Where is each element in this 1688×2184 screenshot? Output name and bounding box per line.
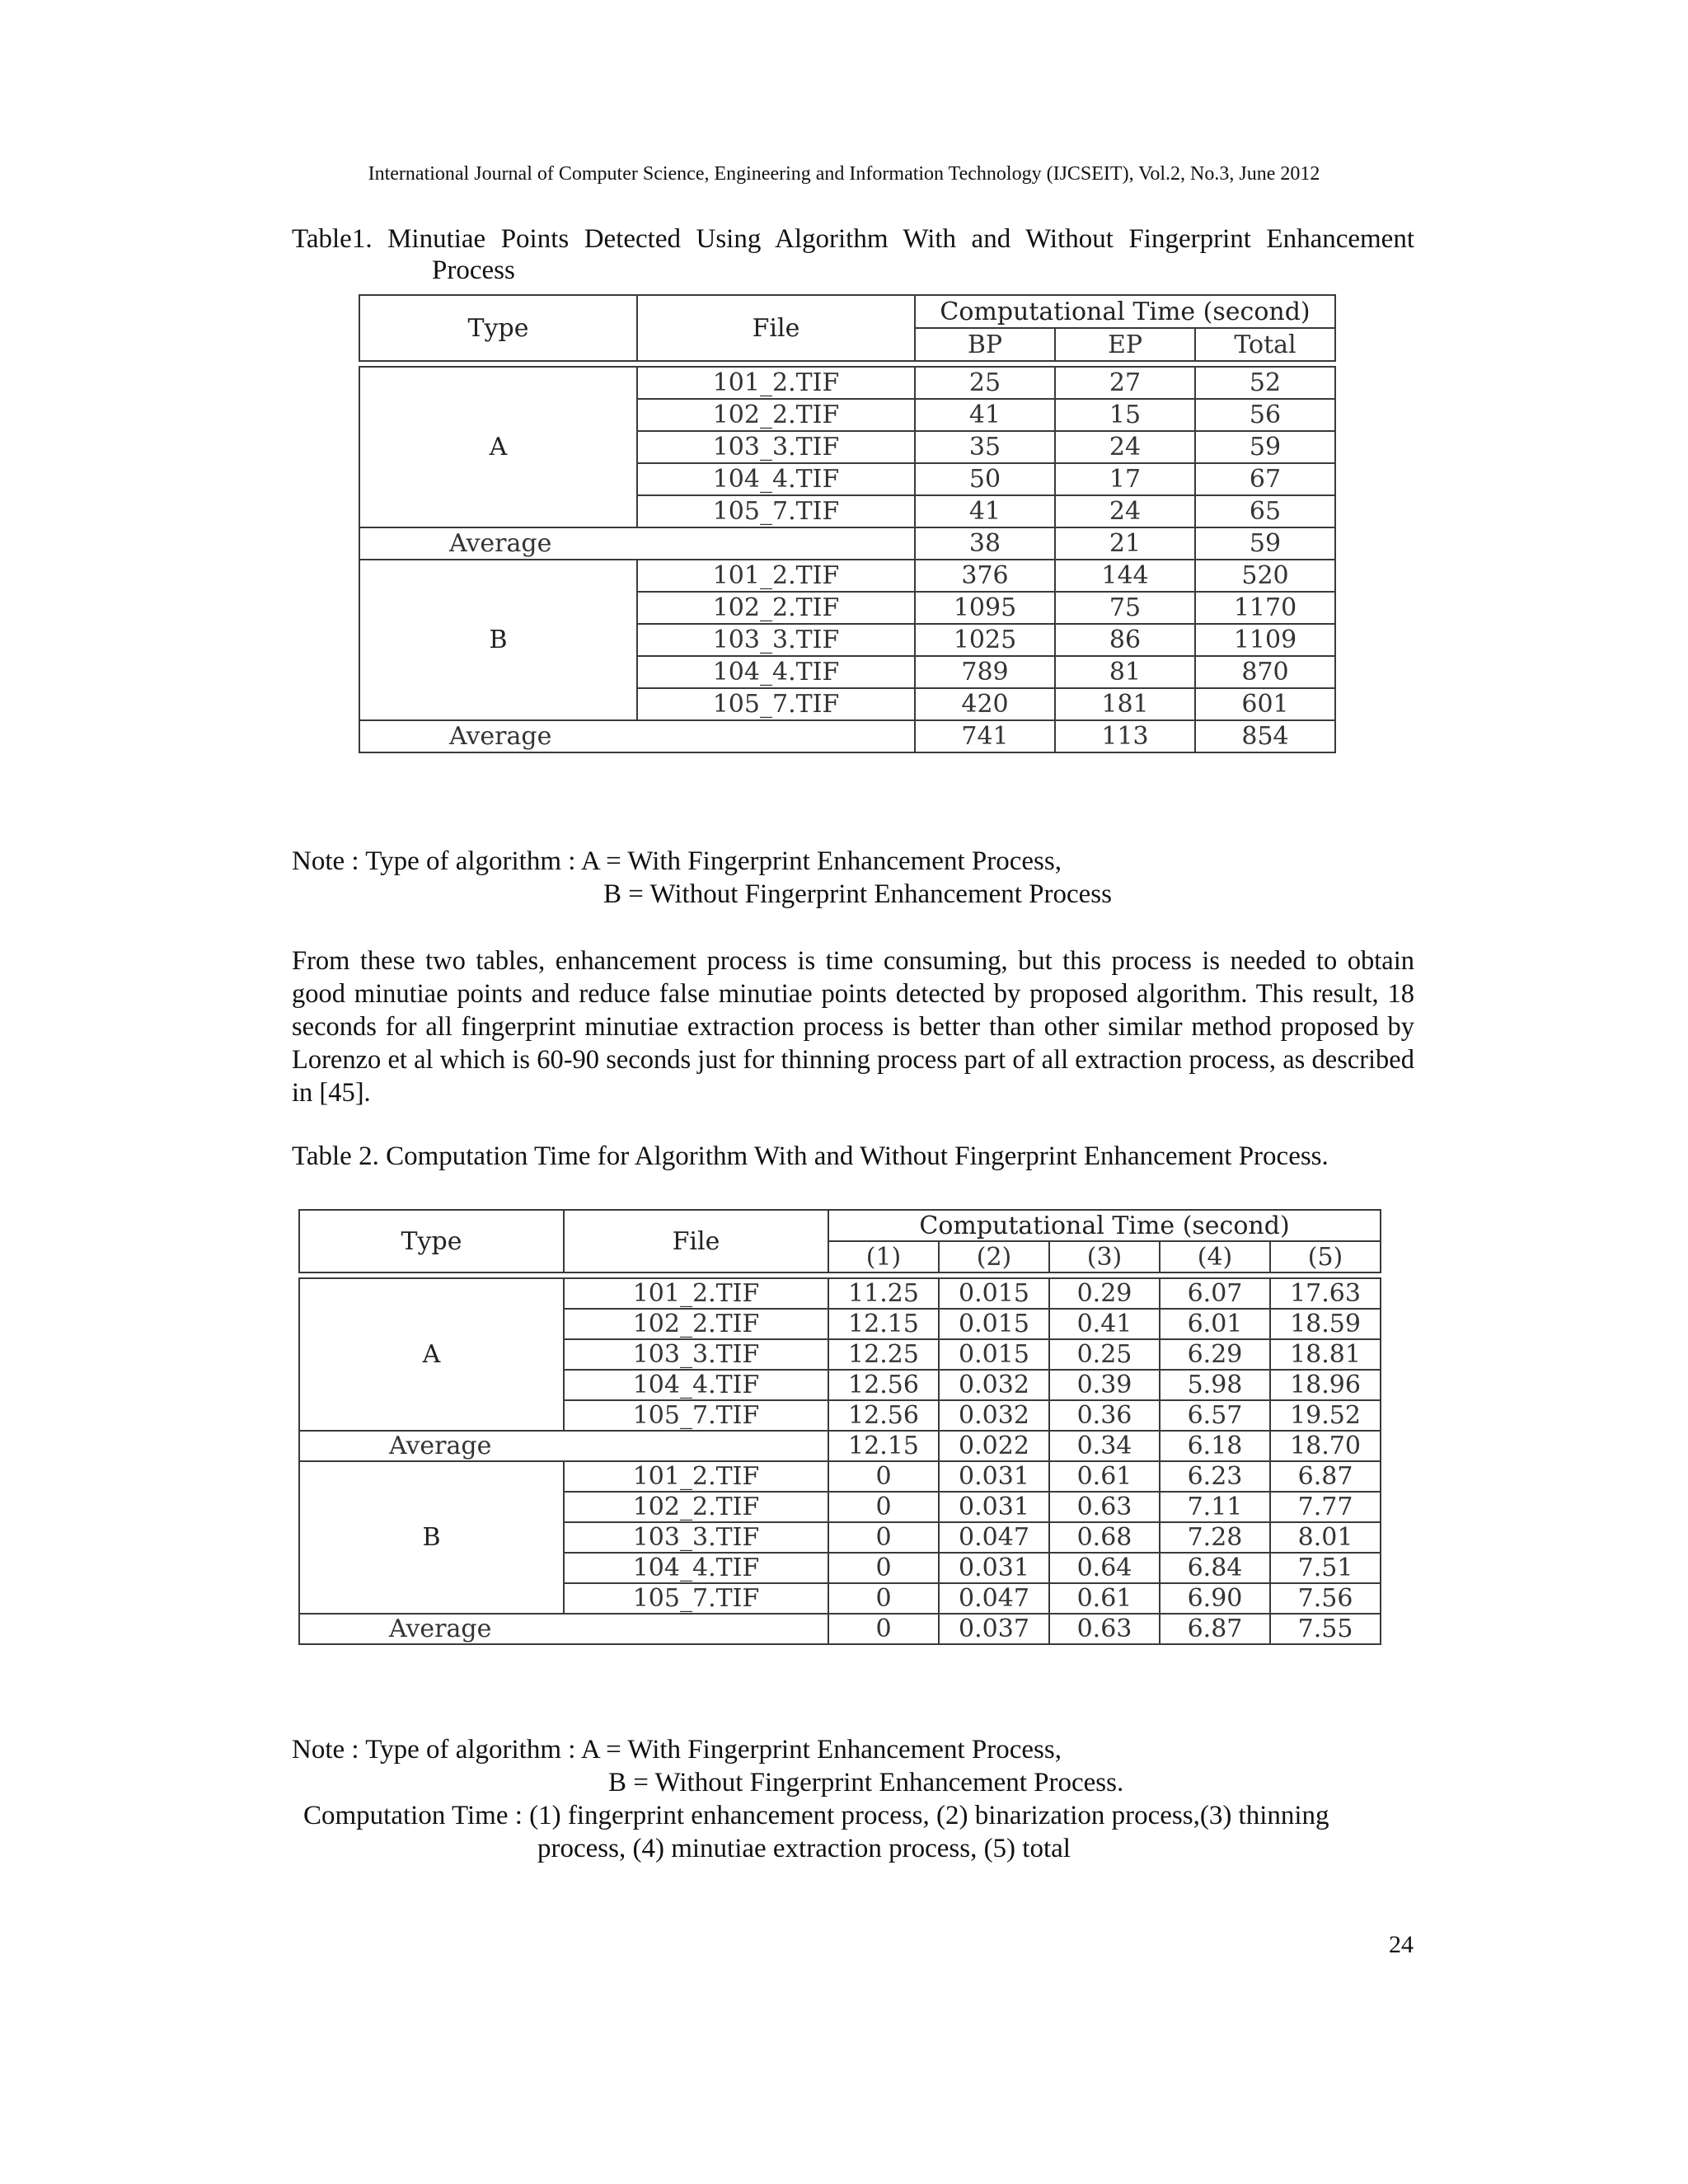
file-cell: 101_2.TIF [637,560,915,592]
file-cell: 102_2.TIF [637,592,915,624]
value-cell: 41 [915,399,1055,431]
value-cell: 52 [1195,367,1335,399]
running-header: International Journal of Computer Science, Engineering and Information Technology (IJCSEIT), Vol.2, No.3, June 2012 [368,163,1320,185]
body-paragraph: From these two tables, enhancement process is time consuming, but this process is needed to obtain good minutiae points and reduce false minutiae points detected by proposed algorithm. This result, 18 seconds for all fingerprint minutiae extraction process is better than other similar method proposed by Lorenzo et al which is 60-90 seconds just for thinning process part of all extraction process, as described in [45]. [292,946,1414,1108]
value-cell: 18.96 [1270,1370,1381,1400]
table1-subheader: BP [915,328,1055,361]
average-label: Average [359,527,915,560]
file-cell: 105_7.TIF [637,688,915,720]
average-row [359,720,1335,752]
value-cell: 0 [828,1522,939,1553]
value-cell: 6.01 [1160,1309,1270,1339]
table2-caption: Table 2. Computation Time for Algorithm With and Without Fingerprint Enhancement Process. [292,1141,1329,1171]
note1-line2: B = Without Fingerprint Enhancement Process [603,879,1112,909]
file-cell: 103_3.TIF [564,1522,828,1553]
file-cell: 102_2.TIF [564,1492,828,1522]
value-cell: 7.77 [1270,1492,1381,1522]
average-value-cell: 0.34 [1049,1431,1160,1461]
table1-header-group: Computational Time (second) [915,295,1335,328]
table1-header-type: Type [359,295,637,361]
value-cell: 12.25 [828,1339,939,1370]
value-cell: 18.81 [1270,1339,1381,1370]
average-label: Average [299,1614,828,1644]
value-cell: 7.28 [1160,1522,1270,1553]
value-cell: 181 [1055,688,1195,720]
file-cell: 103_3.TIF [637,624,915,656]
value-cell: 0.031 [939,1553,1049,1583]
value-cell: 19.52 [1270,1400,1381,1431]
value-cell: 0.29 [1049,1278,1160,1309]
value-cell: 420 [915,688,1055,720]
value-cell: 15 [1055,399,1195,431]
table-row [299,1278,1381,1309]
note2-line1: Note : Type of algorithm : A = With Fingerprint Enhancement Process, [292,1735,1062,1765]
value-cell: 6.87 [1270,1461,1381,1492]
file-cell: 103_3.TIF [564,1339,828,1370]
value-cell: 0 [828,1492,939,1522]
value-cell: 0.61 [1049,1583,1160,1614]
value-cell: 12.56 [828,1370,939,1400]
value-cell: 601 [1195,688,1335,720]
value-cell: 0.015 [939,1339,1049,1370]
value-cell: 0.68 [1049,1522,1160,1553]
value-cell: 0.015 [939,1278,1049,1309]
value-cell: 7.56 [1270,1583,1381,1614]
file-cell: 105_7.TIF [637,495,915,527]
table1-subheader: Total [1195,328,1335,361]
note2-line3: Computation Time : (1) fingerprint enhancement process, (2) binarization process,(3) thinning [303,1801,1329,1830]
average-value-cell: 21 [1055,527,1195,560]
file-cell: 104_4.TIF [637,656,915,688]
value-cell: 6.90 [1160,1583,1270,1614]
file-cell: 103_3.TIF [637,431,915,463]
file-cell: 102_2.TIF [637,399,915,431]
value-cell: 6.23 [1160,1461,1270,1492]
value-cell: 6.29 [1160,1339,1270,1370]
value-cell: 0.047 [939,1583,1049,1614]
note2-line2: B = Without Fingerprint Enhancement Process. [608,1768,1124,1797]
table2-header-type: Type [299,1210,564,1272]
average-value-cell: 7.55 [1270,1614,1381,1644]
average-value-cell: 0 [828,1614,939,1644]
file-cell: 102_2.TIF [564,1309,828,1339]
value-cell: 0.41 [1049,1309,1160,1339]
average-row [359,527,1335,560]
value-cell: 17 [1055,463,1195,495]
value-cell: 0.031 [939,1461,1049,1492]
table1 [359,294,1336,753]
average-value-cell: 0.63 [1049,1614,1160,1644]
table1-caption: Table1. Minutiae Points Detected Using Algorithm With and Without Fingerprint Enhancement [292,224,1414,254]
value-cell: 0.61 [1049,1461,1160,1492]
value-cell: 6.84 [1160,1553,1270,1583]
type-cell: B [299,1461,564,1614]
average-label: Average [359,720,915,752]
value-cell: 6.57 [1160,1400,1270,1431]
value-cell: 65 [1195,495,1335,527]
value-cell: 1095 [915,592,1055,624]
average-value-cell: 6.87 [1160,1614,1270,1644]
value-cell: 1025 [915,624,1055,656]
file-cell: 105_7.TIF [564,1583,828,1614]
value-cell: 6.07 [1160,1278,1270,1309]
table2-header-file: File [564,1210,828,1272]
value-cell: 12.15 [828,1309,939,1339]
value-cell: 0.25 [1049,1339,1160,1370]
value-cell: 24 [1055,431,1195,463]
value-cell: 8.01 [1270,1522,1381,1553]
note2-line4: process, (4) minutiae extraction process, (5) total [537,1834,1071,1863]
file-cell: 104_4.TIF [564,1370,828,1400]
value-cell: 25 [915,367,1055,399]
table2-subheader: (4) [1160,1241,1270,1272]
average-value-cell: 12.15 [828,1431,939,1461]
type-cell: A [299,1278,564,1431]
average-value-cell: 854 [1195,720,1335,752]
value-cell: 0 [828,1583,939,1614]
value-cell: 7.51 [1270,1553,1381,1583]
type-cell: A [359,367,637,527]
table-row [299,1461,1381,1492]
value-cell: 18.59 [1270,1309,1381,1339]
file-cell: 101_2.TIF [564,1461,828,1492]
value-cell: 24 [1055,495,1195,527]
table2 [298,1209,1381,1645]
average-row [299,1614,1381,1644]
table2-subheader: (2) [939,1241,1049,1272]
value-cell: 27 [1055,367,1195,399]
value-cell: 0.032 [939,1370,1049,1400]
value-cell: 5.98 [1160,1370,1270,1400]
average-value-cell: 0.037 [939,1614,1049,1644]
value-cell: 17.63 [1270,1278,1381,1309]
average-value-cell: 38 [915,527,1055,560]
value-cell: 0.63 [1049,1492,1160,1522]
file-cell: 101_2.TIF [564,1278,828,1309]
value-cell: 870 [1195,656,1335,688]
note1-line1: Note : Type of algorithm : A = With Fingerprint Enhancement Process, [292,846,1062,876]
value-cell: 50 [915,463,1055,495]
value-cell: 0.031 [939,1492,1049,1522]
average-value-cell: 741 [915,720,1055,752]
table-row [359,367,1335,399]
value-cell: 7.11 [1160,1492,1270,1522]
value-cell: 86 [1055,624,1195,656]
table1-subheader: EP [1055,328,1195,361]
value-cell: 11.25 [828,1278,939,1309]
value-cell: 0.015 [939,1309,1049,1339]
value-cell: 59 [1195,431,1335,463]
value-cell: 0.047 [939,1522,1049,1553]
file-cell: 105_7.TIF [564,1400,828,1431]
value-cell: 56 [1195,399,1335,431]
average-value-cell: 113 [1055,720,1195,752]
value-cell: 41 [915,495,1055,527]
table2-subheader: (1) [828,1241,939,1272]
file-cell: 104_4.TIF [637,463,915,495]
value-cell: 0.032 [939,1400,1049,1431]
table2-subheader: (3) [1049,1241,1160,1272]
average-value-cell: 6.18 [1160,1431,1270,1461]
value-cell: 75 [1055,592,1195,624]
value-cell: 0.36 [1049,1400,1160,1431]
average-value-cell: 59 [1195,527,1335,560]
value-cell: 1109 [1195,624,1335,656]
type-cell: B [359,560,637,720]
value-cell: 0.39 [1049,1370,1160,1400]
average-value-cell: 0.022 [939,1431,1049,1461]
table2-subheader: (5) [1270,1241,1381,1272]
value-cell: 81 [1055,656,1195,688]
value-cell: 12.56 [828,1400,939,1431]
table1-caption-continued: Process [432,255,515,285]
table2-header-group: Computational Time (second) [828,1210,1381,1241]
value-cell: 144 [1055,560,1195,592]
average-value-cell: 18.70 [1270,1431,1381,1461]
average-label: Average [299,1431,828,1461]
value-cell: 35 [915,431,1055,463]
value-cell: 0.64 [1049,1553,1160,1583]
value-cell: 67 [1195,463,1335,495]
table1-header-file: File [637,295,915,361]
page-number: 24 [1389,1931,1414,1958]
value-cell: 520 [1195,560,1335,592]
value-cell: 789 [915,656,1055,688]
value-cell: 376 [915,560,1055,592]
value-cell: 1170 [1195,592,1335,624]
average-row [299,1431,1381,1461]
file-cell: 104_4.TIF [564,1553,828,1583]
table-row [359,560,1335,592]
value-cell: 0 [828,1553,939,1583]
value-cell: 0 [828,1461,939,1492]
file-cell: 101_2.TIF [637,367,915,399]
